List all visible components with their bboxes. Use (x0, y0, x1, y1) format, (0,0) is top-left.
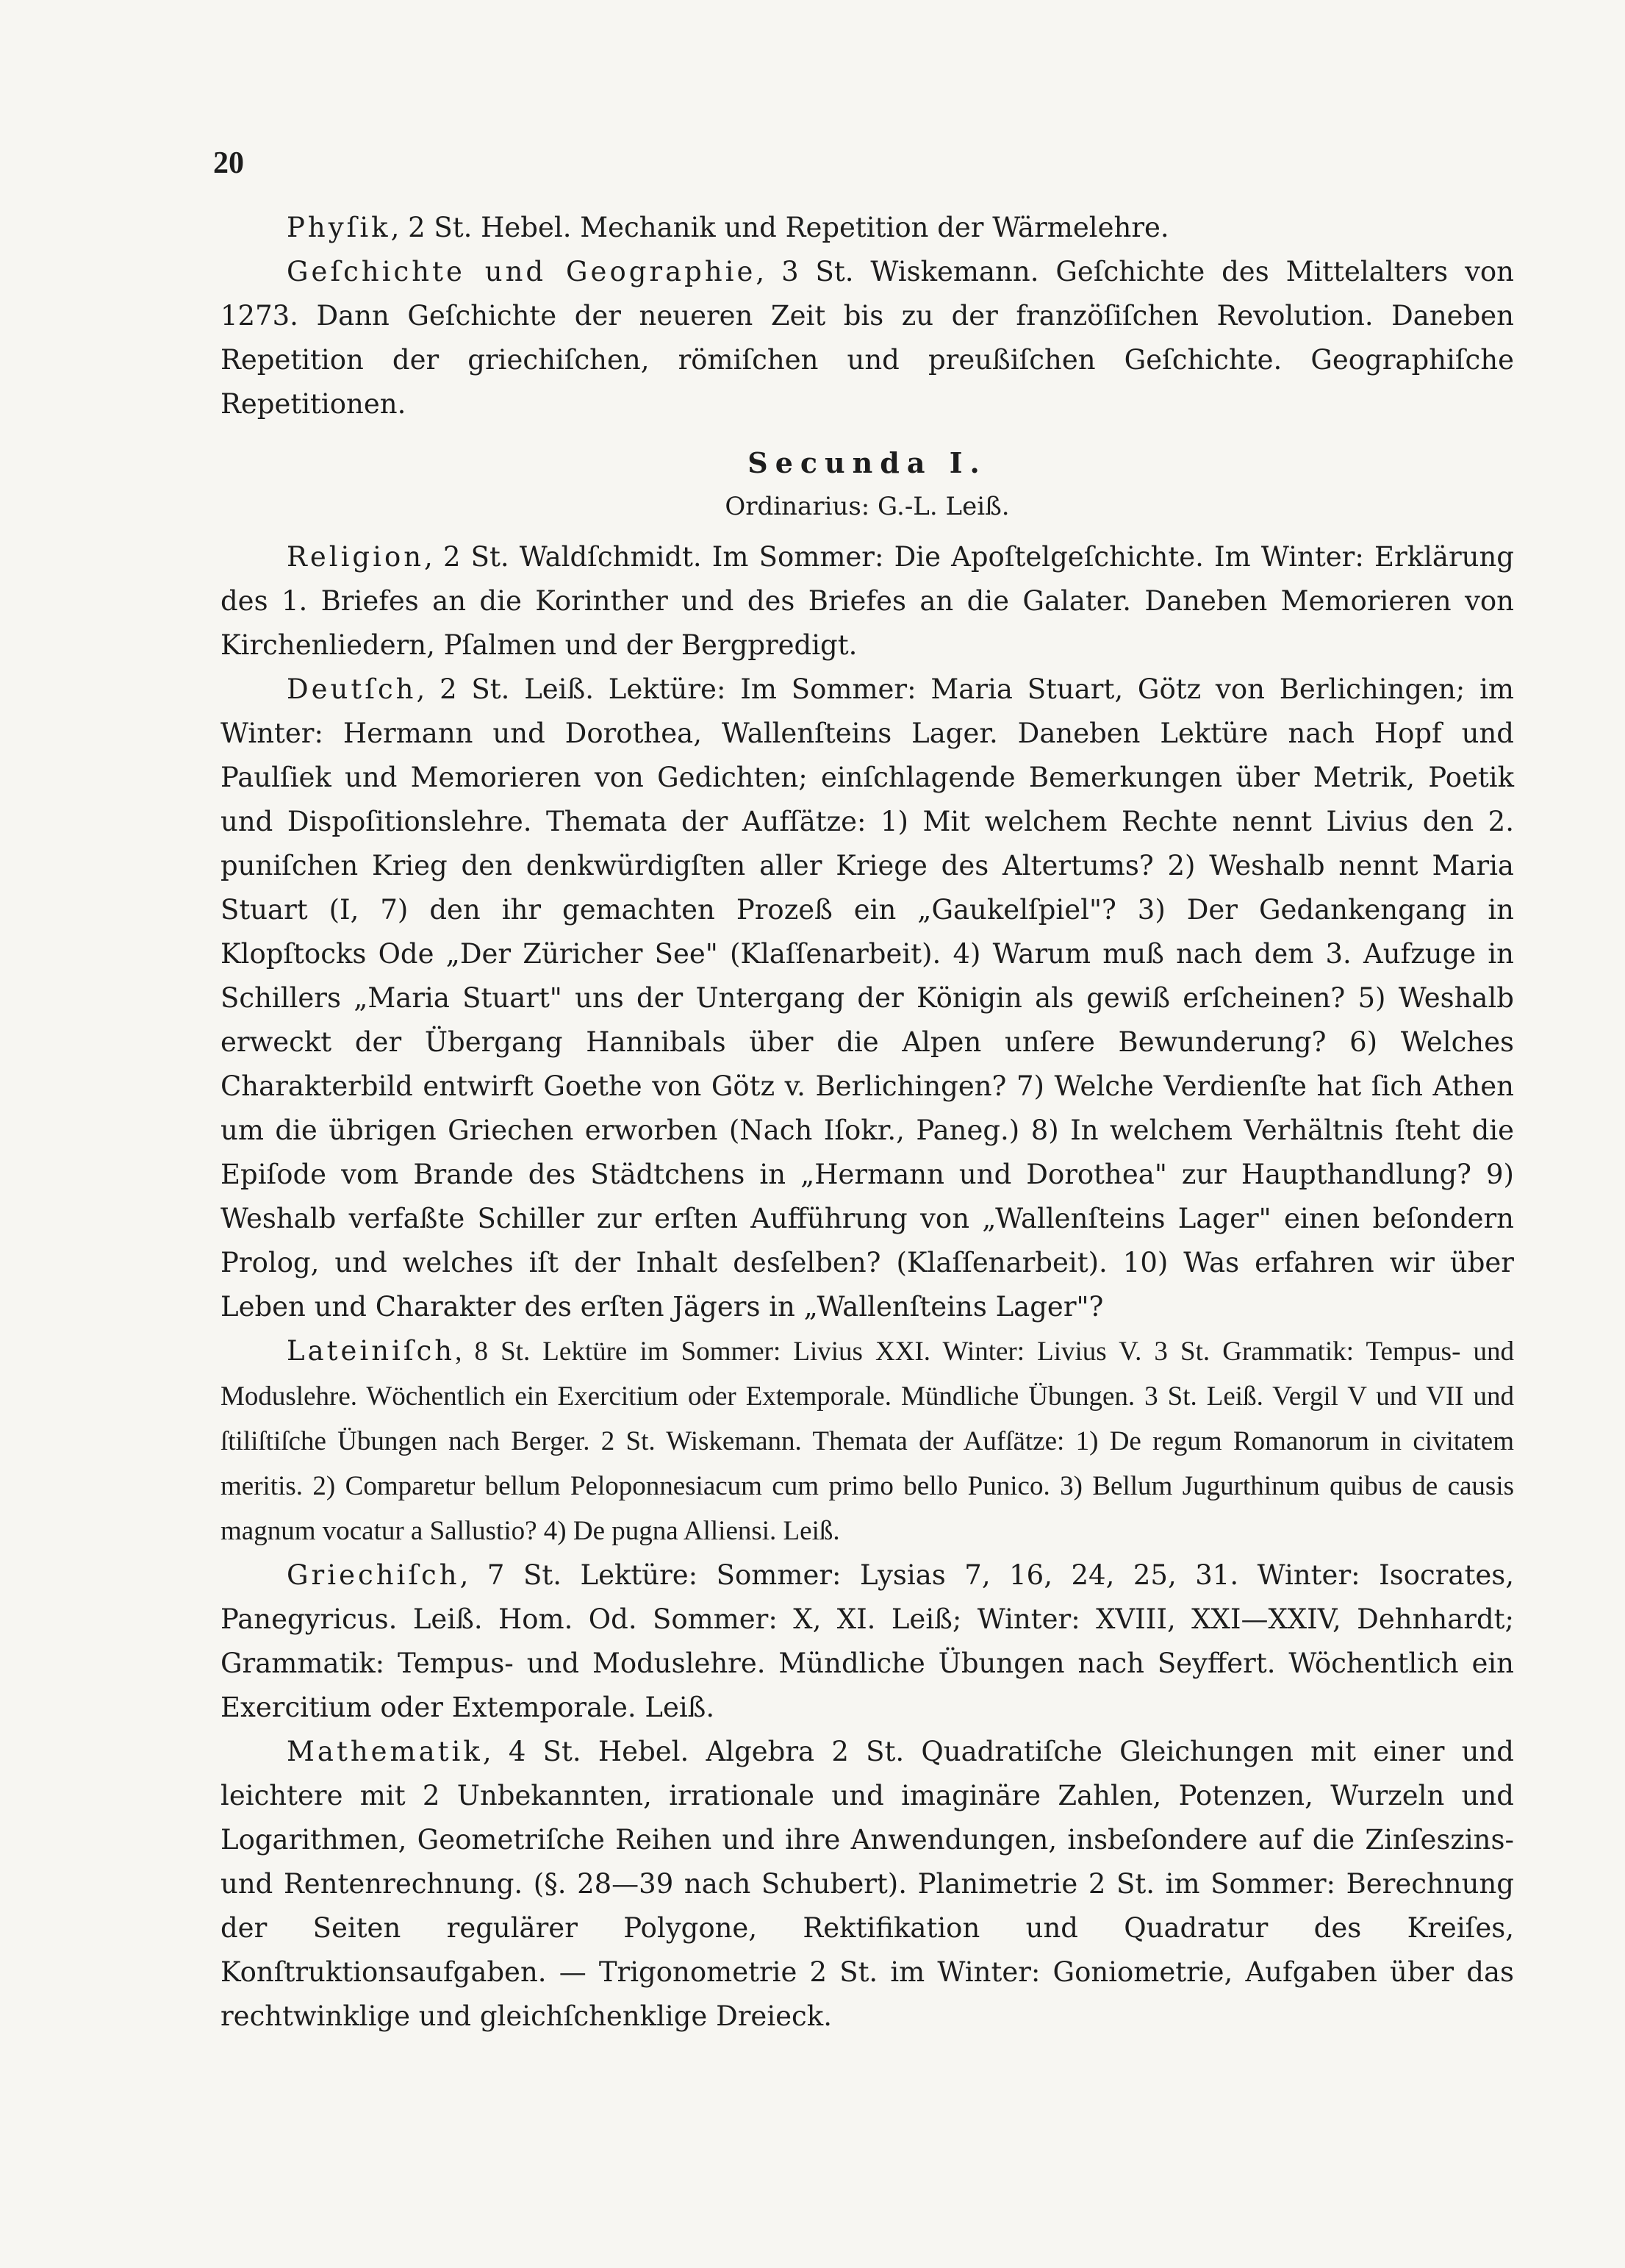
subject-heading: Religion (287, 541, 425, 573)
paragraph-deutsch (220, 668, 1514, 1329)
subject-heading: Phyſik (287, 212, 391, 243)
page-number: 20 (213, 146, 244, 180)
paragraph-geschichte (220, 250, 1514, 426)
paragraph-text: , 3 St. Wiskemann. Geſchichte des Mittelalters von 1273. Dann Geſchichte der neueren Zeit bis zu der franzöſiſchen Revolution. Daneben Repetition der griechiſchen, römiſchen und preußiſchen Geſchichte. Geographiſche Repetitionen. (220, 256, 1515, 420)
paragraph-text: , 7 St. Lektüre: Sommer: Lysias 7, 16, 24, 25, 31. Winter: Isocrates, Panegyricus. Leiß. Hom. Od. Sommer: X, XI. Leiß; Winter: XVIII, XXI—XXIV, Dehnhardt; Grammatik: Tempus- und Moduslehre. Mündliche Übungen nach Seyffert. Wöchentlich ein Exercitium oder Extemporale. Leiß. (220, 1559, 1514, 1723)
paragraph-griechisch (220, 1553, 1514, 1730)
paragraph-text: , 4 St. Hebel. Algebra 2 St. Quadratiſche Gleichungen mit einer und leichtere mit 2 Unbekannten, irrationale und imaginäre Zahlen, Potenzen, Wurzeln und Logarithmen, Geometriſche Reihen und ihre Anwendungen, insbeſondere auf die Zinſeszins- und Rentenrechnung. (§. 28—39 nach Schubert). Planimetrie 2 St. im Sommer: Berechnung der Seiten regulärer Polygone, Rektifikation und Quadratur des Kreiſes, Konſtruktionsaufgaben. — Trigonometrie 2 St. im Winter: Goniometrie, Aufgaben über das rechtwinklige und gleichſchenklige Dreieck. (220, 1736, 1514, 2032)
paragraph-text: , 2 St. Waldſchmidt. Im Sommer: Die Apoſtelgeſchichte. Im Winter: Erklärung des 1. Briefes an die Korinther und des Briefes an die Galater. Daneben Memorieren von Kirchenliedern, Pſalmen und der Bergpredigt. (220, 541, 1514, 661)
paragraph-text: , 8 St. Lektüre im Sommer: Livius XXI. Winter: Livius V. 3 St. Grammatik: Tempus- und Moduslehre. Wöchentlich ein Exercitium oder Extemporale. Mündliche Übungen. 3 St. Leiß. Vergil V und VII und ſtiliſtiſche Übungen nach Berger. 2 St. Wiskemann. Themata der Aufſätze: 1) De regum Romanorum in civitatem meritis. 2) Comparetur bellum Peloponnesiacum cum primo bello Punico. 3) Bellum Jugurthinum quibus de causis magnum vocatur a Sallustio? 4) De pugna Alliensi. Leiß. (220, 1337, 1514, 1546)
subject-heading: Mathematik (287, 1736, 483, 1767)
paragraph-text: , 2 St. Leiß. Lektüre: Im Sommer: Maria Stuart, Götz von Berlichingen; im Winter: Hermann und Dorothea, Wallenſteins Lager. Daneben Lektüre nach Hopf und Paulſiek und Memorieren von Gedichten; einſchlagende Bemerkungen über Metrik, Poetik und Dispoſitionslehre. Themata der Aufſätze: 1) Mit welchem Rechte nennt Livius den 2. puniſchen Krieg den denkwürdigſten aller Kriege des Altertums? 2) Weshalb nennt Maria Stuart (I, 7) den ihr gemachten Prozeß ein „Gaukelſpiel"? 3) Der Gedankengang in Klopſtocks Ode „Der Züricher See" (Klaſſenarbeit). 4) Warum muß nach dem 3. Aufzuge in Schillers „Maria Stuart" uns der Untergang der Königin als gewiß erſcheinen? 5) Weshalb erweckt der Übergang Hannibals über die Alpen unſere Bewunderung? 6) Welches Charakterbild entwirft Goethe von Götz v. Berlichingen? 7) Welche Verdienſte hat ſich Athen um die übrigen Griechen erworben (Nach Iſokr., Paneg.) 8) In welchem Verhältnis ſteht die Epiſode vom Brande des Städtchens in „Hermann und Dorothea" zur Haupthandlung? 9) Weshalb verfaßte Schiller zur erſten Aufführung von „Wallenſteins Lager" einen beſondern Prolog, und welches iſt der Inhalt desſelben? (Klaſſenarbeit). 10) Was erfahren wir über Leben und Charakter des erſten Jägers in „Wallenſteins Lager"? (220, 673, 1514, 1323)
paragraph-mathematik (220, 1730, 1514, 2039)
paragraph-text: , 2 St. Hebel. Mechanik und Repetition der Wärmelehre. (390, 212, 1169, 243)
body-text (220, 206, 1514, 2039)
section-title: Secunda I. (747, 446, 987, 479)
paragraph-physik (220, 206, 1514, 250)
paragraph-religion (220, 535, 1514, 668)
ordinarius-line: Ordinarius: G.-L. Leiß. (725, 492, 1010, 521)
subject-heading: Deutſch (287, 673, 417, 705)
subject-heading: Griechiſch (287, 1559, 460, 1591)
subject-heading: Geſchichte und Geographie (287, 256, 756, 287)
subject-heading: Lateiniſch (287, 1335, 456, 1367)
paragraph-lateinisch (220, 1329, 1514, 1553)
